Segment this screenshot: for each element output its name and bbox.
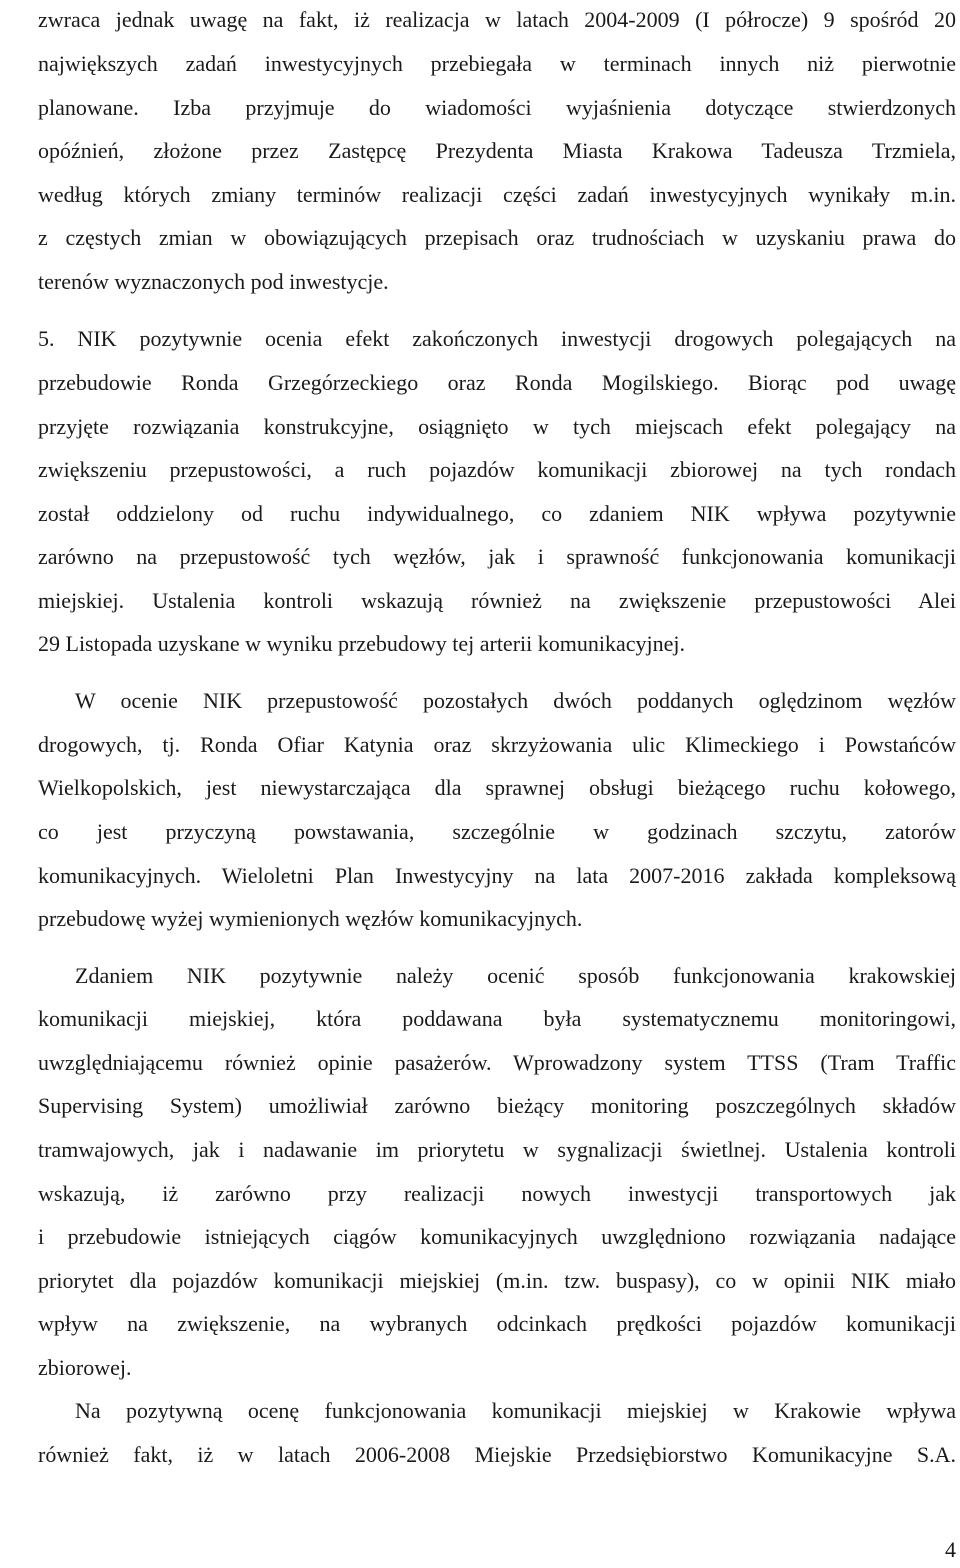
text-line: drogowych, tj. Ronda Ofiar Katynia oraz skrzyżowania ulic Klimeckiego i Powstańców: [38, 732, 956, 757]
text-line: Zdaniem NIK pozytywnie należy ocenić sposób funkcjonowania krakowskiej: [75, 963, 956, 988]
text-line: zbiorowej.: [38, 1355, 132, 1380]
text-line: przebudowie Ronda Grzegórzeckiego oraz Ronda Mogilskiego. Biorąc pod uwagę: [38, 370, 956, 395]
text-line: priorytet dla pojazdów komunikacji miejskiej (m.in. tzw. buspasy), co w opinii NIK miało: [38, 1268, 956, 1293]
text-line: Na pozytywną ocenę funkcjonowania komunikacji miejskiej w Krakowie wpływa: [75, 1398, 956, 1423]
text-line: 5. NIK pozytywnie ocenia efekt zakończonych inwestycji drogowych polegających na: [38, 326, 956, 351]
text-line: tramwajowych, jak i nadawanie im priorytetu w sygnalizacji świetlnej. Ustalenia kontroli: [38, 1137, 956, 1162]
text-line: przyjęte rozwiązania konstrukcyjne, osiągnięto w tych miejscach efekt polegający na: [38, 414, 956, 439]
text-line: z częstych zmian w obowiązujących przepisach oraz trudnościach w uzyskaniu prawa do: [38, 225, 956, 250]
text-line: Wielkopolskich, jest niewystarczająca dla sprawnej obsługi bieżącego ruchu kołowego,: [38, 775, 956, 800]
text-line: miejskiej. Ustalenia kontroli wskazują również na zwiększenie przepustowości Alei: [38, 588, 956, 613]
text-line: został oddzielony od ruchu indywidualnego, co zdaniem NIK wpływa pozytywnie: [38, 501, 956, 526]
text-line: W ocenie NIK przepustowość pozostałych dwóch poddanych oględzinom węzłów: [75, 688, 956, 713]
text-line: 29 Listopada uzyskane w wyniku przebudowy tej arterii komunikacyjnej.: [38, 631, 685, 656]
text-line: największych zadań inwestycyjnych przebiegała w terminach innych niż pierwotnie: [38, 51, 956, 76]
text-line: opóźnień, złożone przez Zastępcę Prezydenta Miasta Krakowa Tadeusza Trzmiela,: [38, 138, 956, 163]
text-line: wpływ na zwiększenie, na wybranych odcinkach prędkości pojazdów komunikacji: [38, 1311, 956, 1336]
text-line: uwzględniającemu również opinie pasażerów. Wprowadzony system TTSS (Tram Traffic: [38, 1050, 956, 1075]
text-line: przebudowę wyżej wymienionych węzłów komunikacyjnych.: [38, 906, 583, 931]
text-line: zwiększeniu przepustowości, a ruch pojazdów komunikacji zbiorowej na tych rondach: [38, 457, 956, 482]
text-line: komunikacyjnych. Wieloletni Plan Inwestycyjny na lata 2007-2016 zakłada kompleksową: [38, 863, 956, 888]
text-line: zarówno na przepustowość tych węzłów, jak i sprawność funkcjonowania komunikacji: [38, 544, 956, 569]
text-line: wskazują, iż zarówno przy realizacji nowych inwestycji transportowych jak: [38, 1181, 956, 1206]
text-line: i przebudowie istniejących ciągów komunikacyjnych uwzględniono rozwiązania nadające: [38, 1224, 956, 1249]
text-line: komunikacji miejskiej, która poddawana była systematycznemu monitoringowi,: [38, 1006, 956, 1031]
page-number: 4: [945, 1537, 956, 1562]
text-line: zwraca jednak uwagę na fakt, iż realizacja w latach 2004-2009 (I półrocze) 9 spośród 20: [38, 7, 956, 32]
text-line: według których zmiany terminów realizacji części zadań inwestycyjnych wynikały m.in.: [38, 182, 956, 207]
text-line: Supervising System) umożliwiał zarówno bieżący monitoring poszczególnych składów: [38, 1093, 956, 1118]
text-line: planowane. Izba przyjmuje do wiadomości wyjaśnienia dotyczące stwierdzonych: [38, 95, 956, 120]
text-line: co jest przyczyną powstawania, szczególnie w godzinach szczytu, zatorów: [38, 819, 956, 844]
text-line: terenów wyznaczonych pod inwestycje.: [38, 269, 389, 294]
text-line: również fakt, iż w latach 2006-2008 Miejskie Przedsiębiorstwo Komunikacyjne S.A.: [38, 1442, 956, 1467]
